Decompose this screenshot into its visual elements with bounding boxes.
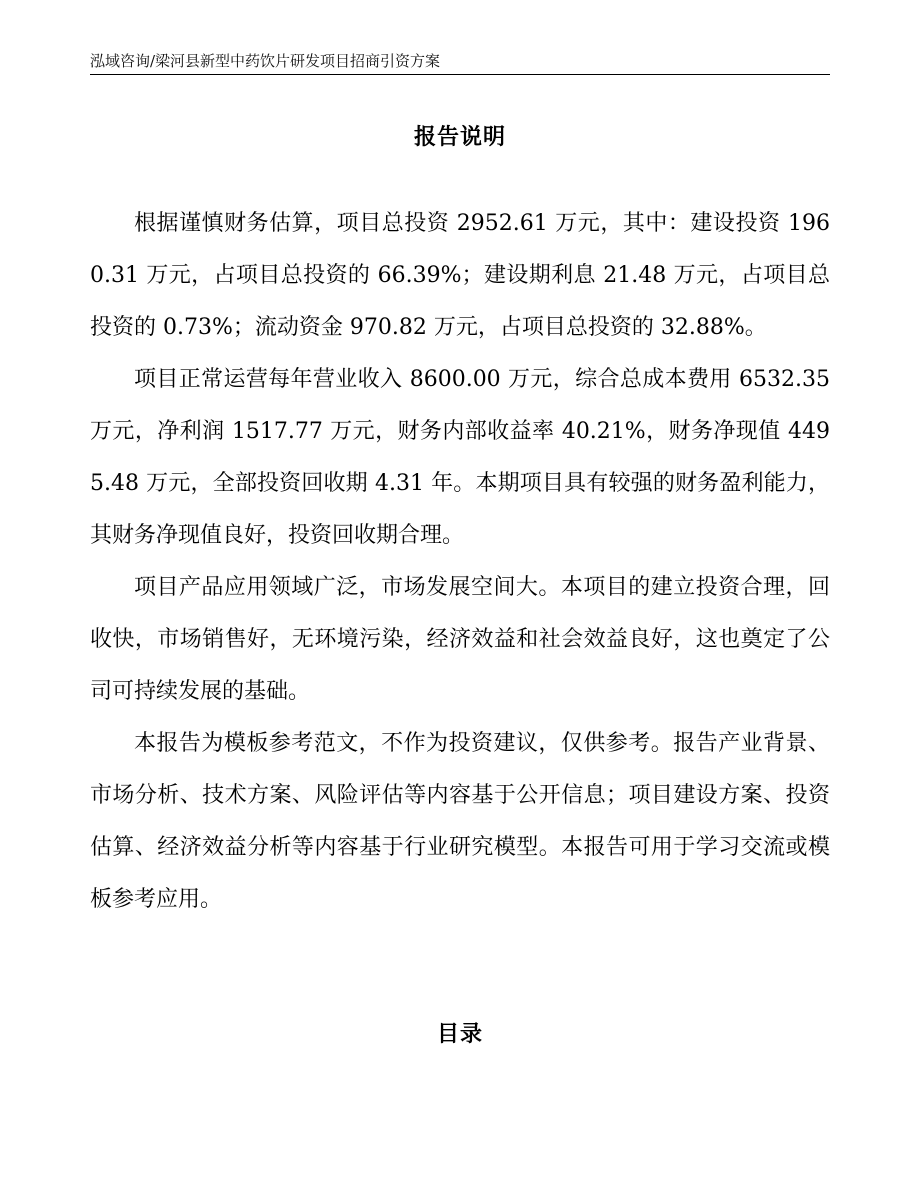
paragraph-investment: 根据谨慎财务估算，项目总投资 2952.61 万元，其中：建设投资 1960.31 万元，占项目总投资的 66.39%；建设期利息 21.48 万元，占项目总投资的 0.73%；流动资金 970.82 万元，占项目总投资的 32.88%。 bbox=[90, 211, 830, 340]
toc-title: 目录 bbox=[436, 1021, 483, 1047]
paragraph-financials: 项目正常运营每年营业收入 8600.00 万元，综合总成本费用 6532.35 万元，净利润 1517.77 万元，财务内部收益率 40.21%，财务净现值 4495.48 万元，全部投资回收期 4.31 年。本期项目具有较强的财务盈利能力，其财务净现值良好，投资回收期合理。 bbox=[90, 367, 830, 548]
report-body bbox=[90, 198, 830, 926]
header-divider bbox=[90, 74, 830, 75]
running-header: 泓域咨询/梁河县新型中药饮片研发项目招商引资方案 bbox=[90, 52, 441, 70]
report-title: 报告说明 bbox=[413, 124, 506, 150]
paragraph-market: 项目产品应用领域广泛，市场发展空间大。本项目的建立投资合理，回收快，市场销售好，无环境污染，经济效益和社会效益良好，这也奠定了公司可持续发展的基础。 bbox=[90, 575, 830, 704]
paragraph-disclaimer: 本报告为模板参考范文，不作为投资建议，仅供参考。报告产业背景、市场分析、技术方案、风险评估等内容基于公开信息；项目建设方案、投资估算、经济效益分析等内容基于行业研究模型。本报告可用于学习交流或模板参考应用。 bbox=[90, 731, 830, 912]
